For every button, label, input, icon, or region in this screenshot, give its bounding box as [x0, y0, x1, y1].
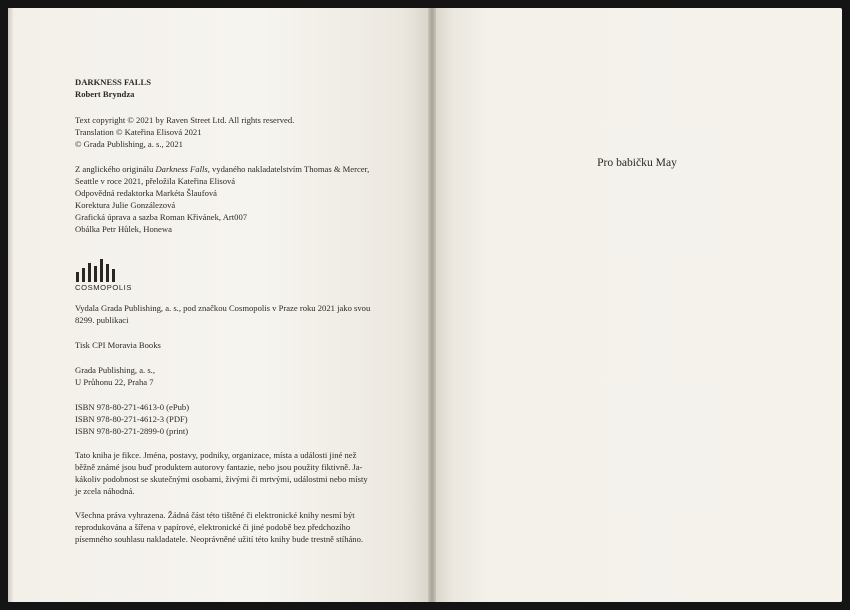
translation-copyright: Translation © Kateřina Elisová 2021: [75, 127, 202, 137]
credit-typesetting: Grafická úprava a sazba Roman Křivánek, Art007: [75, 212, 248, 222]
isbn-print: ISBN 978-80-271-2899-0 (print): [75, 426, 189, 436]
logo-wordmark: COSMOPOLIS: [75, 283, 133, 292]
publisher-copyright: © Grada Publishing, a. s., 2021: [75, 139, 183, 149]
printer: Tisk CPI Moravia Books: [75, 340, 161, 350]
fiction-notice-line-3: kákoliv podobnost se skutečnými osobami, živými či mrtvými, událostmi nebo místy: [75, 474, 368, 484]
original-edition-line: Z anglického originálu Darkness Falls, vydaného nakladatelstvím Thomas & Mercer,: [75, 164, 370, 174]
text-copyright: Text copyright © 2021 by Raven Street Ltd. All rights reserved.: [75, 115, 295, 125]
book-title: DARKNESS FALLS: [75, 77, 152, 87]
rights-notice-line-3: písemného souhlasu nakladatele. Neoprávněné užití této knihy bude trestně stíháno.: [75, 534, 364, 544]
credit-cover: Obálka Petr Hůlek, Honewa: [75, 224, 172, 234]
fiction-notice-line-1: Tato kniha je fikce. Jména, postavy, podniky, organizace, místa a události jiné než: [75, 450, 357, 460]
credit-proofreading: Korektura Julie Gonzálezová: [75, 200, 176, 210]
isbn-pdf: ISBN 978-80-271-4612-3 (PDF): [75, 414, 188, 424]
original-title: Darkness Falls: [155, 164, 208, 174]
credit-editor: Odpovědná redaktorka Markéta Šlaufová: [75, 188, 217, 198]
rights-notice-line-1: Všechna práva vyhrazena. Žádná část této tištěné či elektronické knihy nesmí být: [75, 510, 355, 520]
book-gutter: [428, 8, 436, 602]
published-line-2: 8299. publikaci: [75, 315, 129, 325]
fiction-notice-line-4: je zcela náhodná.: [75, 486, 135, 496]
address-line-1: Grada Publishing, a. s.,: [75, 365, 155, 375]
dedication: Pro babičku May: [597, 156, 677, 169]
published-line-1: Vydala Grada Publishing, a. s., pod značkou Cosmopolis v Praze roku 2021 jako svou: [75, 303, 371, 313]
right-page: [432, 8, 842, 602]
address-line-2: U Průhonu 22, Praha 7: [75, 377, 154, 387]
isbn-epub: ISBN 978-80-271-4613-0 (ePub): [75, 402, 190, 412]
book-author: Robert Bryndza: [75, 89, 135, 99]
rights-notice-line-2: reprodukována a šířena v papírové, elektronické či jiné podobě bez předchozího: [75, 522, 351, 532]
original-edition-line-2: Seattle v roce 2021, přeložila Kateřina Elisová: [75, 176, 236, 186]
fiction-notice-line-2: běžně známé jsou buď produktem autorovy fantazie, nebo jsou použity fiktivně. Ja-: [75, 462, 363, 472]
